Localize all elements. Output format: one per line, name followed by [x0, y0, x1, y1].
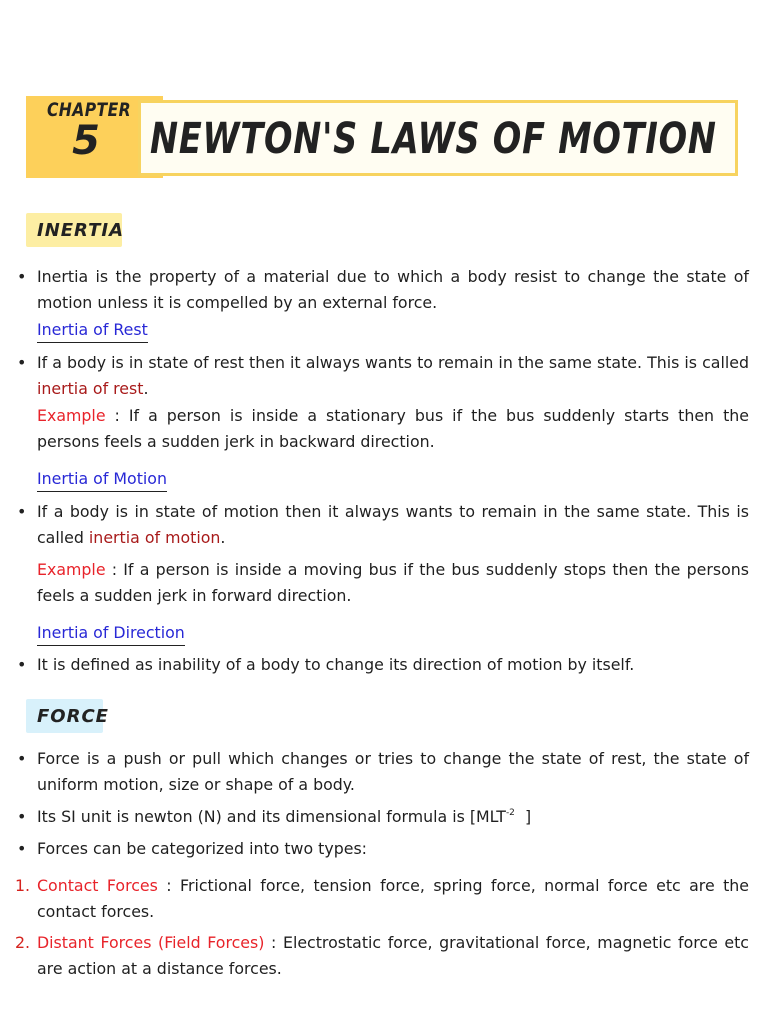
subheading-inertia-of-motion: Inertia of Motion [37, 468, 167, 492]
subheading-inertia-of-direction: Inertia of Direction [37, 622, 185, 646]
term-contact-forces: Contact Forces [37, 876, 158, 895]
inertia-of-motion-text: • If a body is in state of motion then it always wants to remain in the same state. This is called inertia of motion. [37, 499, 749, 550]
chapter-label: CHAPTER [46, 99, 132, 121]
term-inertia-of-motion: inertia of motion [88, 527, 221, 547]
term-distant-forces: Distant Forces (Field Forces) [37, 933, 265, 952]
force-si-unit: • Its SI unit is newton (N) and its dimensional formula is [$MLT^{-2}$ ] [37, 804, 749, 830]
inertia-definition: • Inertia is the property of a material due to which a body resist to change the state of motion unless it is compelled by an external force. [37, 264, 749, 315]
inertia-of-rest-text: • If a body is in state of rest then it always wants to remain in the same state. This is called inertia of rest. [37, 350, 749, 401]
example-label: Example [37, 560, 106, 579]
inertia-of-motion-example: Example : If a person is inside a moving bus if the bus suddenly stops then the persons feels a sudden jerk in forward direction. [37, 560, 749, 605]
chapter-title: NEWTON'S LAWS OF MOTION [150, 114, 717, 164]
term-inertia-of-rest: inertia of rest [37, 378, 144, 398]
section-label-inertia: INERTIA [26, 213, 122, 247]
force-definition: • Force is a push or pull which changes or tries to change the state of rest, the state of uniform motion, size or shape of a body. [37, 746, 749, 797]
list-item-distant-forces: 2. Distant Forces (Field Forces) : Electrostatic force, gravitational force, magnetic force etc are action at a distance forces. [15, 933, 749, 978]
example-label: Example [37, 406, 106, 425]
section-label-force: FORCE [26, 699, 103, 733]
force-types-intro: • Forces can be categorized into two types: [37, 836, 749, 862]
inertia-of-direction-text: • It is defined as inability of a body to change its direction of motion by itself. [37, 652, 749, 678]
subheading-inertia-of-rest: Inertia of Rest [37, 319, 148, 343]
inertia-of-rest-example: Example : If a person is inside a stationary bus if the bus suddenly starts then the persons feels a sudden jerk in backward direction. [37, 406, 749, 451]
chapter-number: 5 [72, 118, 100, 164]
list-item-contact-forces: 1. Contact Forces : Frictional force, tension force, spring force, normal force etc are the contact forces. [15, 876, 749, 921]
